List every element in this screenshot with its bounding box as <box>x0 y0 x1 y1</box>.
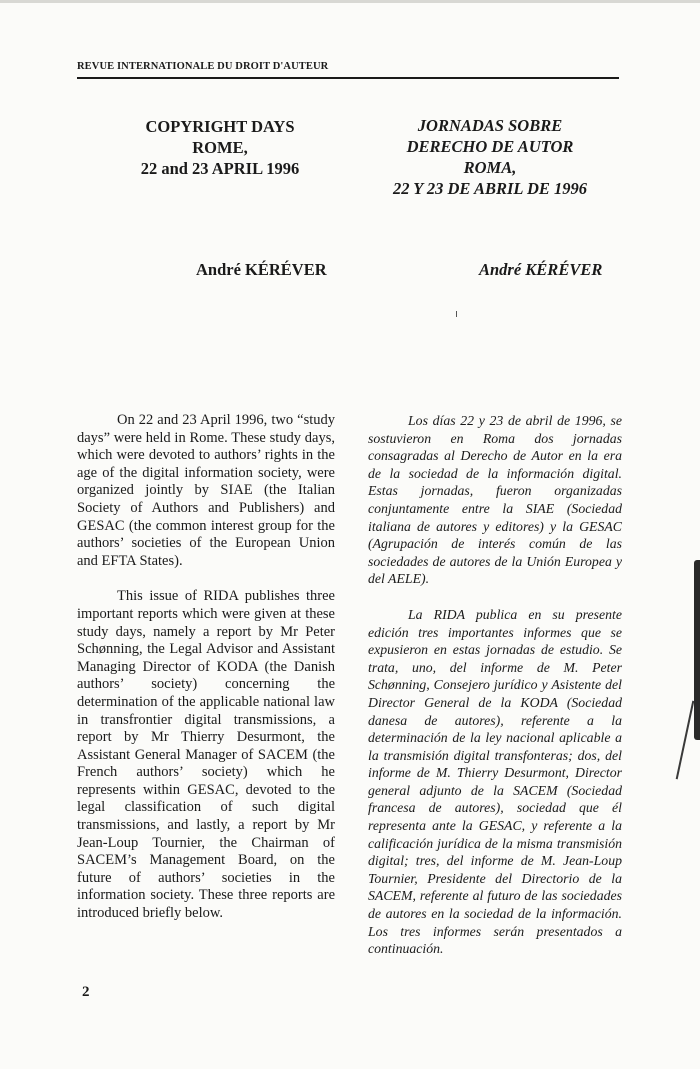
scan-top-edge <box>0 0 700 3</box>
english-column <box>77 412 335 941</box>
spanish-author: André KÉRÉVER <box>479 260 603 279</box>
header-rule <box>77 77 619 79</box>
english-title-line-1: COPYRIGHT DAYS <box>145 117 295 136</box>
spanish-column <box>368 412 622 976</box>
english-author: André KÉRÉVER <box>196 260 327 279</box>
spanish-title-line-4: 22 Y 23 DE ABRIL DE 1996 <box>392 179 588 198</box>
spanish-title-line-1: JORNADAS SOBRE <box>417 116 563 135</box>
page-number: 2 <box>82 984 90 1000</box>
scan-speck <box>456 311 457 317</box>
scan-binding-shadow <box>694 560 700 740</box>
english-title-line-2: ROME, <box>192 138 248 157</box>
spanish-title-line-2: DERECHO DE AUTOR <box>406 137 574 156</box>
english-paragraph-2: This issue of RIDA publishes three important reports which were given at these study days, namely a report by Mr Peter Schønning, the Legal Advisor and Assistant Managing Director of KODA (the Danish authors’ society) concerning the determination of the applicable national law in transfrontier digital transmissions, a report by Mr Thierry Desurmont, the Assistant General Manager of SACEM (the French authors’ society) which he represents within GESAC, devoted to the legal classification of such digital transmissions, and lastly, a report by Mr Jean-Loup Tournier, the Chairman of SACEM’s Management Board, on the future of authors’ societies in the information society. These three reports are introduced briefly below. <box>77 588 335 922</box>
spanish-title-line-3: ROMA, <box>463 158 517 177</box>
spanish-paragraph-1: Los días 22 y 23 de abril de 1996, se sostuvieron en Roma dos jornadas consagradas al Derecho de Autor en la era de la sociedad de la información digital. Estas jornadas, fueron organizadas conjuntamente entre la SIAE (Sociedad italiana de autores y editores) y la GESAC (Agrupación de interés común de las sociedades de autores de la Unión Europea y del AELE). <box>368 413 622 587</box>
journal-header: REVUE INTERNATIONALE DU DROIT D'AUTEUR <box>77 61 329 72</box>
english-paragraph-1: On 22 and 23 April 1996, two “study days” were held in Rome. These study days, which were devoted to authors’ rights in the age of the digital information society, were organized jointly by SIAE (the Italian Society of Authors and Publishers) and GESAC (the common interest group for the authors’ societies of the European Union and EFTA States). <box>77 412 335 569</box>
scan-binding-mark <box>676 701 695 780</box>
english-title <box>100 116 340 179</box>
spanish-paragraph-2: La RIDA publica en su presente edición tres importantes informes que se expusieron en estas jornadas de estudio. Se trata, uno, del informe de M. Peter Schønning, Consejero jurídico y Asistente del Director General de la KODA (Sociedad danesa de autores), referente a la determinación de la ley nacional aplicable a la transmisión digital transfonteras; dos, del informe de M. Thierry Desurmont, Director general adjunto de la SACEM (Sociedad francesa de autores), sociedad que él representa ante la GESAC, y referente a la calificación jurídica de la misma transmisión digital; tres, del informe de M. Jean-Loup Tournier, Presidente del Directorio de la SACEM, referente al futuro de las sociedades de autores en la sociedad de la información. Los tres informes serán presentados a continuación. <box>368 606 622 957</box>
english-title-line-3: 22 and 23 APRIL 1996 <box>140 159 300 178</box>
spanish-title <box>365 115 615 199</box>
